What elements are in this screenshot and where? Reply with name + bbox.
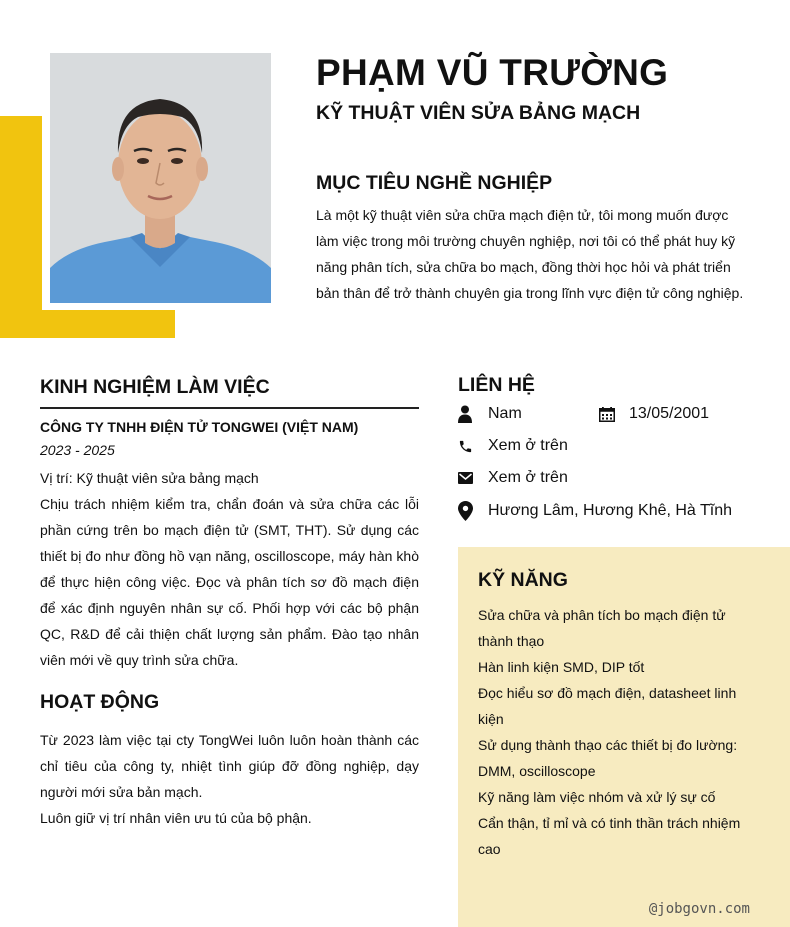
birthdate-value: 13/05/2001 bbox=[629, 405, 710, 422]
accent-bar-vertical bbox=[0, 116, 42, 338]
experience-body bbox=[40, 465, 419, 673]
contact-heading: LIÊN HỆ bbox=[458, 374, 535, 396]
objective-text: Là một kỹ thuật viên sửa chữa mạch điện tử, tôi mong muốn được làm việc trong môi trường chuyên nghiệp, nơi tôi có thể phát huy kỹ năng phân tích, sửa chữa bo mạch, đồng thời học hỏi và phát triển bản thân để trở thành chuyên gia trong lĩnh vực điện tử công nghiệp. bbox=[316, 207, 744, 301]
envelope-icon bbox=[458, 472, 488, 484]
skill-item: Hàn linh kiện SMD, DIP tốt bbox=[478, 659, 645, 675]
accent-bar-horizontal bbox=[0, 310, 175, 338]
position-text: Vị trí: Kỹ thuật viên sửa bảng mạch bbox=[40, 470, 259, 486]
address-value: Hương Lâm, Hương Khê, Hà Tĩnh bbox=[488, 502, 732, 519]
activities-body bbox=[40, 727, 419, 831]
phone-icon bbox=[458, 439, 488, 454]
activity-item: Luôn giữ vị trí nhân viên ưu tú của bộ phận. bbox=[40, 810, 312, 826]
job-title: KỸ THUẬT VIÊN SỬA BẢNG MẠCH bbox=[316, 102, 641, 124]
contact-birthdate bbox=[599, 405, 709, 423]
profile-photo bbox=[50, 53, 271, 303]
contact-phone bbox=[458, 437, 568, 455]
skill-item: Cẩn thận, tỉ mỉ và có tinh thần trách nhiệm cao bbox=[478, 815, 741, 857]
phone-value: Xem ở trên bbox=[488, 437, 568, 454]
experience-heading: KINH NGHIỆM LÀM VIỆC bbox=[40, 376, 270, 398]
email-value: Xem ở trên bbox=[488, 469, 568, 486]
activity-item: Từ 2023 làm việc tại cty TongWei luôn luôn hoàn thành các chỉ tiêu của công ty, nhiệt tình giúp đỡ đồng nghiệp, dạy người mới sửa bản mạch. bbox=[40, 732, 419, 800]
skill-item: Kỹ năng làm việc nhóm và xử lý sự cố bbox=[478, 789, 716, 805]
contact-email bbox=[458, 469, 568, 487]
skill-item: Sửa chữa và phân tích bo mạch điện tử thành thạo bbox=[478, 607, 726, 649]
calendar-icon bbox=[599, 407, 629, 422]
skills-heading: KỸ NĂNG bbox=[478, 569, 568, 591]
company-name: CÔNG TY TNHH ĐIỆN TỬ TONGWEI (VIỆT NAM) bbox=[40, 419, 359, 435]
skill-item: Sử dụng thành thạo các thiết bị đo lường: DMM, oscilloscope bbox=[478, 737, 738, 779]
gender-value: Nam bbox=[488, 405, 522, 422]
person-icon bbox=[458, 405, 488, 423]
employment-period: 2023 - 2025 bbox=[40, 442, 115, 458]
skills-list bbox=[478, 602, 753, 862]
candidate-name: PHẠM VŨ TRƯỜNG bbox=[316, 52, 669, 93]
contact-gender bbox=[458, 405, 522, 423]
activities-heading: HOẠT ĐỘNG bbox=[40, 691, 160, 713]
contact-address bbox=[458, 501, 732, 521]
divider bbox=[40, 407, 419, 409]
skill-item: Đọc hiểu sơ đồ mạch điện, datasheet linh kiện bbox=[478, 685, 737, 727]
skills-panel bbox=[458, 547, 790, 927]
experience-description: Chịu trách nhiệm kiểm tra, chẩn đoán và sửa chữa các lỗi phần cứng trên bo mạch điện tử (SMT, THT). Sử dụng các thiết bị đo như đồng hồ vạn năng, oscilloscope, máy hàn khò để thực hiện công việc. Đọc và phân tích sơ đồ mạch điện để xác định nguyên nhân sự cố. Phối hợp với các bộ phận QC, R&D để cải thiện chất lượng sản phẩm. Đào tạo nhân viên mới về quy trình sửa chữa. bbox=[40, 496, 419, 668]
watermark: @jobgovn.com bbox=[648, 901, 750, 917]
objective-heading: MỤC TIÊU NGHỀ NGHIỆP bbox=[316, 172, 553, 194]
location-pin-icon bbox=[458, 501, 488, 521]
